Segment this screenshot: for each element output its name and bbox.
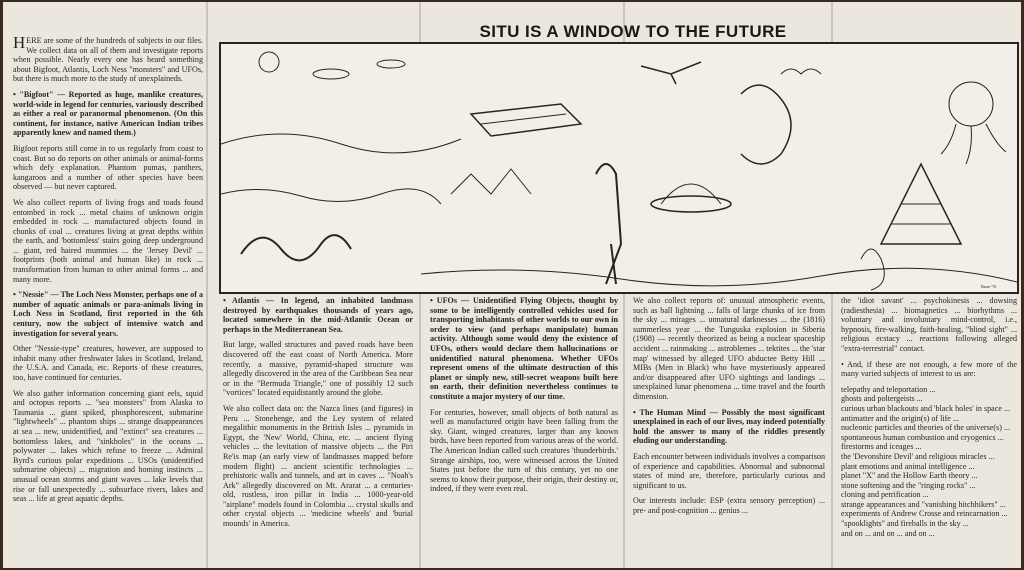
intro-paragraph: HERE are some of the hundreds of subjects in our files. We collect data on all of them and investigate reports when possible. Nearly every one has heard something about Bigfoot, Atlantis, Loch Ness "monsters" and UFOs, but there is much more to the study of unexplaineds. <box>13 36 203 84</box>
list-item: plant emotions and animal intelligence ... <box>841 461 975 471</box>
column-4 <box>633 296 825 566</box>
ark-deck <box>481 114 566 124</box>
illustration-signature: Bauer '76 <box>981 284 997 289</box>
octopus-icon <box>949 82 993 126</box>
column-3 <box>430 296 618 566</box>
bird-icon <box>781 69 821 74</box>
bigfoot-body: Bigfoot reports still come in to us regularly from coast to coast. But so do reports on other animals or animal-forms which defy explanation. Phantom pumas, panthers, kangaroos and a number of other species have been observed — but never captured. <box>13 143 203 192</box>
pterodactyl-icon <box>641 62 701 84</box>
frogs-body: We also collect reports of living frogs and toads found entombed in rock ... metal chains of unknown origin embedded in rock ... manufactured objects found in chunks of coal ... creatures living at great depths within the earth, and 'bottomless' stairs going deep underground ... giant, red haired mummies ... the 'Jersey Devil' ... footprints (both animal and human like) in rock ... transformation from human to other animal forms ... and many more. <box>13 197 203 284</box>
atlantis-body: But large, walled structures and paved roads have been discovered off the east coast of North America. More recently, a massive, pyramid-shaped structure was allegedly discovered in the area of the Caribbean Sea near or in the "Bermuda Triangle," one of possibly 12 such "vortices" located equidistantly around the globe. <box>223 340 413 398</box>
list-item: the 'Devonshire Devil' and religious miracles ... <box>841 451 995 461</box>
list-item: curious urban blackouts and 'black holes' in space ... <box>841 403 1011 413</box>
bigfoot-heading: • "Bigfoot" — Reported as huge, manlike creatures, world-wide in legend for centuries, variously described as either a real or paranormal phenomenon. (On this continent, for instance, native American Indian tribes apparently knew and named them.) <box>13 89 203 138</box>
octopus-tentacles <box>941 124 1006 164</box>
eels-body: We also gather information concerning giant eels, squid and octopus reports ... "sea monsters" from Alaska to Tasmania ... giant spiked, phosphorescent, submarine "lightwheels" ... phantom ships ... strange disappearances at sea ... new, unidentified, and "extinct" sea creatures ... bottomless lakes, and "sinkholes" in the oceans ... polywater ... lakes which refuse to freeze ... Admiral Byrd's curious polar expeditions ... USOs (unidentified submarine objects) ... migration and homing instincts ... unusual ocean storms and giant waves ... lake levels that rise or fall unexpectedly ... subsurface rivers, lakes and seas ... life at great aquatic depths. <box>13 388 203 504</box>
waves-line <box>221 189 441 204</box>
ufo-icon <box>377 60 405 68</box>
pamphlet-sheet <box>3 2 1021 568</box>
list-item: stone softening and the "ringing rocks" ... <box>841 480 976 490</box>
human-mind-heading: • The Human Mind — Possibly the most significant unexplained in each of our lives, may indeed potentially hold the answer to many of the riddles presently eluding our understanding. <box>633 407 825 446</box>
mind-continued: the 'idiot savant' ... psychokinesis ... dowsing (radiesthesia) ... biomagnetics ... biorhythms ... voluntary and involuntary mind-control, i.e., hypnosis, fire-walking, faith-healing, "blind sight" ... religious ecstacy ... reactions following alleged "extra-terrestrial" contact. <box>841 296 1017 353</box>
list-item: telepathy and teleportation ... <box>841 384 936 394</box>
nessie-heading: • "Nessie" — The Loch Ness Monster, perhaps one of a number of aquatic animals or para-animals living in Loch Ness in Scotland, first reported in the 6th century, now the subject of intensive watch and investigation for several years. <box>13 290 203 338</box>
ufo-icon <box>313 69 349 79</box>
column-2 <box>223 296 413 566</box>
drop-cap: H <box>13 36 26 52</box>
more-subjects-intro: • And, if these are not enough, a few more of the many varied subjects of interest to us are: <box>841 359 1017 379</box>
flying-saucer-icon <box>651 196 731 212</box>
list-item: cloning and petrification ... <box>841 490 929 500</box>
fold-line <box>206 2 208 568</box>
atlantis-heading: • Atlantis — In legend, an inhabited landmass destroyed by earthquakes thousands of years ago, located somewhere in the mid-Atlantic Ocean or perhaps in the Mediterranean Sea. <box>223 296 413 334</box>
list-item: firestorms and iceages ... <box>841 442 922 452</box>
bigfoot-icon <box>596 164 621 284</box>
ufo-heading: • UFOs — Unidentified Flying Objects, thought by some to be intelligently controlled vehicles used for transporting inhabitants of other worlds to our own in order to view (and perhaps manipulate) human activity. Although some would deny the existence of UFOs, others would declare them hallucinations or unidentified natural phenomena. Whether UFOs represent omens of the ultimate destruction of this planet or simply new, still-secret weapons built here on earth, their definition nevertheless continues to constitute a major mystery of our time. <box>430 296 618 401</box>
list-item: spontaneous human combustion and cryogenics ... <box>841 432 1004 442</box>
list-item: nucleonic particles and theories of the universe(s) ... <box>841 423 1011 433</box>
ufo-body: For centuries, however, small objects of both natural as well as manufactured origin have been falling from the sky. Giant, winged creatures, larger than any known birds, have been reported from various areas of the world. The American Indian called such creatures 'thunderbirds.' Strange airships, too, were witnessed across the United States just before the turn of this century, yet no one seems to know their purpose, their origin, their destiny or, indeed, if they were even real. <box>430 407 618 494</box>
nessie-body: Other "Nessie-type" creatures, however, are supposed to inhabit many other freshwater lakes in Scotland, Ireland, the U.S.A. and Canada, etc. Reports of these creatures, too, have continued for centuries. <box>13 344 203 382</box>
esp-body: Our interests include: ESP (extra sensory perception) ... pre- and post-cognition ... genius ... <box>633 496 825 515</box>
column-5 <box>841 296 1017 566</box>
illustration-panel <box>219 42 1019 294</box>
list-item: and on ... and on ... and on ... <box>841 528 935 538</box>
ark-icon <box>471 104 581 136</box>
more-subjects-list <box>841 385 1017 539</box>
mountains-line <box>451 169 531 194</box>
list-item: ghosts and poltergeists ... <box>841 394 923 404</box>
horizon-line <box>221 134 461 153</box>
human-mind-body: Each encounter between individuals involves a comparison of experience and capabilities. Abnormal and subnormal states of mind are, therefore, particularly curious and significant to us. <box>633 451 825 490</box>
column-1 <box>13 36 203 566</box>
saucer-dome <box>661 184 721 204</box>
ground-line <box>421 268 1017 286</box>
page-title: SITU IS A WINDOW TO THE FUTURE <box>479 22 787 41</box>
list-item: planet "X" and the Hollow Earth theory ... <box>841 471 978 481</box>
planet-icon <box>259 52 279 72</box>
list-item: experiments of Andrew Crosse and reincarnation ... <box>841 509 1008 519</box>
list-item: strange appearances and "vanishing hitchhikers" ... <box>841 499 1006 509</box>
sea-serpent-icon <box>241 235 351 260</box>
list-item: "spooklights" and fireballs in the sky ... <box>841 519 969 529</box>
nazca-body: We also collect data on: the Nazca lines (and figures) in Peru ... Stonehenge, and the Ley system of related megalithic monuments in the British Isles ... pyramids in Egypt, the 'New' World, China, etc. ... ancient flying vehicles ... the levitation of massive objects ... the Piri Re'is map (an early view of landmasses mapped before modern flight) ... ancient scientific technologies ... prehistoric walls and tunnels, and art in caves ... "Noah's Ark" allegedly discovered on Mt. Ararat ... a centuries-old, rustless, iron pillar in India ... 1000-year-old "airplane" models found in Colombia ... crystal skulls and other crystal objects ... 'medicine wheels' and 'burial mounds' in America. <box>223 403 413 529</box>
atmospheric-body: We also collect reports of: unusual atmospheric events, such as ball lightning ... falls of large chunks of ice from the sky ... mirages ... unnatural darknesses ... the (1816) summerless year ... the Tunguska explosion in Siberia (1908) — recently theorized as being a nuclear spaceship accident ... rainmaking ... astroblemes ... tektites ... the 'star map' witnessed by alleged UFO abductee Betty Hill ... MIBs (Men in Black) who have mysteriously appeared and/or disappeared after UFO sightings and landings ... unexplained lunar phenomena ... time travel and the fourth dimension. <box>633 296 825 401</box>
illustration-drawing <box>221 44 1017 292</box>
list-item: antimatter and the origin(s) of life ... <box>841 413 959 423</box>
dragon-icon <box>741 85 791 164</box>
